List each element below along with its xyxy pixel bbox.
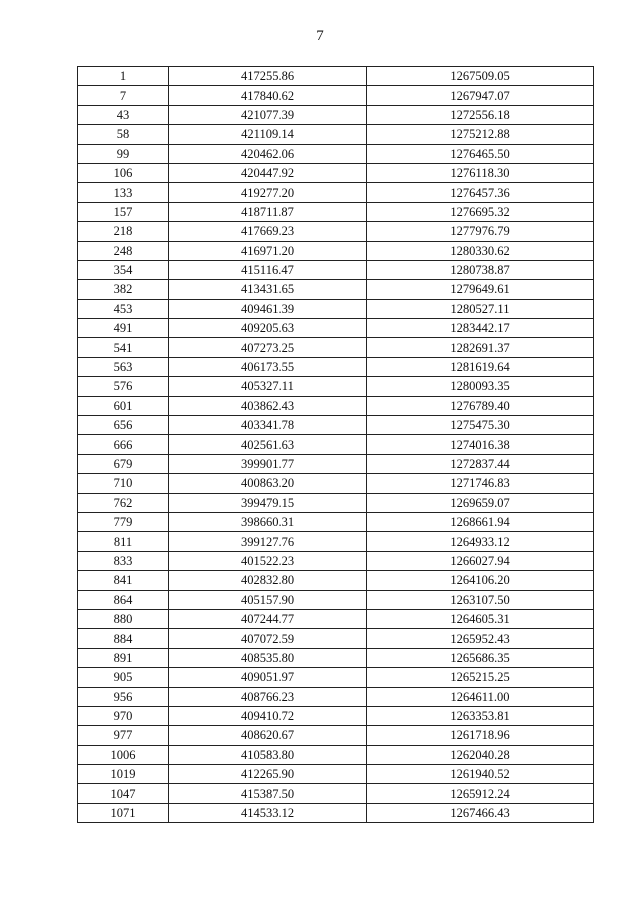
x-coordinate-cell: 409051.97	[169, 668, 367, 687]
x-coordinate-cell: 412265.90	[169, 765, 367, 784]
y-coordinate-cell: 1280330.62	[367, 241, 594, 260]
x-coordinate-cell: 402561.63	[169, 435, 367, 454]
y-coordinate-cell: 1264605.31	[367, 609, 594, 628]
x-coordinate-cell: 399901.77	[169, 454, 367, 473]
x-coordinate-cell: 416971.20	[169, 241, 367, 260]
table-row	[78, 629, 594, 648]
table-row	[78, 726, 594, 745]
x-coordinate-cell: 418711.87	[169, 202, 367, 221]
y-coordinate-cell: 1269659.07	[367, 493, 594, 512]
x-coordinate-cell: 420447.92	[169, 163, 367, 182]
x-coordinate-cell: 417255.86	[169, 67, 367, 86]
table-row	[78, 183, 594, 202]
table-row	[78, 280, 594, 299]
y-coordinate-cell: 1262040.28	[367, 745, 594, 764]
point-number-cell: 884	[78, 629, 169, 648]
point-number-cell: 1019	[78, 765, 169, 784]
x-coordinate-cell: 409205.63	[169, 319, 367, 338]
table-row	[78, 512, 594, 531]
point-number-cell: 779	[78, 512, 169, 531]
point-number-cell: 956	[78, 687, 169, 706]
x-coordinate-cell: 415116.47	[169, 260, 367, 279]
point-number-cell: 1047	[78, 784, 169, 803]
table-row	[78, 144, 594, 163]
point-number-cell: 905	[78, 668, 169, 687]
y-coordinate-cell: 1263107.50	[367, 590, 594, 609]
x-coordinate-cell: 408620.67	[169, 726, 367, 745]
point-number-cell: 7	[78, 86, 169, 105]
y-coordinate-cell: 1282691.37	[367, 338, 594, 357]
point-number-cell: 841	[78, 571, 169, 590]
y-coordinate-cell: 1268661.94	[367, 512, 594, 531]
table-body	[78, 67, 594, 823]
table-row	[78, 590, 594, 609]
point-number-cell: 666	[78, 435, 169, 454]
table-row	[78, 551, 594, 570]
x-coordinate-cell: 398660.31	[169, 512, 367, 531]
point-number-cell: 248	[78, 241, 169, 260]
table-row	[78, 338, 594, 357]
y-coordinate-cell: 1271746.83	[367, 474, 594, 493]
table-row	[78, 454, 594, 473]
table-row	[78, 648, 594, 667]
x-coordinate-cell: 409410.72	[169, 706, 367, 725]
x-coordinate-cell: 409461.39	[169, 299, 367, 318]
point-number-cell: 762	[78, 493, 169, 512]
x-coordinate-cell: 406173.55	[169, 357, 367, 376]
y-coordinate-cell: 1272556.18	[367, 105, 594, 124]
y-coordinate-cell: 1276457.36	[367, 183, 594, 202]
table-row	[78, 396, 594, 415]
point-number-cell: 43	[78, 105, 169, 124]
table-row	[78, 706, 594, 725]
table-row	[78, 571, 594, 590]
table-row	[78, 765, 594, 784]
y-coordinate-cell: 1265912.24	[367, 784, 594, 803]
point-number-cell: 218	[78, 222, 169, 241]
point-number-cell: 891	[78, 648, 169, 667]
y-coordinate-cell: 1281619.64	[367, 357, 594, 376]
y-coordinate-cell: 1266027.94	[367, 551, 594, 570]
page-number: 7	[316, 28, 324, 44]
table-row	[78, 86, 594, 105]
table-row	[78, 299, 594, 318]
y-coordinate-cell: 1283442.17	[367, 319, 594, 338]
point-number-cell: 157	[78, 202, 169, 221]
point-number-cell: 1006	[78, 745, 169, 764]
table-row	[78, 377, 594, 396]
x-coordinate-cell: 415387.50	[169, 784, 367, 803]
table-row	[78, 416, 594, 435]
x-coordinate-cell: 407072.59	[169, 629, 367, 648]
table-row	[78, 357, 594, 376]
point-number-cell: 811	[78, 532, 169, 551]
y-coordinate-cell: 1276465.50	[367, 144, 594, 163]
point-number-cell: 491	[78, 319, 169, 338]
x-coordinate-cell: 421109.14	[169, 125, 367, 144]
point-number-cell: 970	[78, 706, 169, 725]
point-number-cell: 1071	[78, 803, 169, 822]
table-row	[78, 319, 594, 338]
point-number-cell: 563	[78, 357, 169, 376]
point-number-cell: 601	[78, 396, 169, 415]
x-coordinate-cell: 419277.20	[169, 183, 367, 202]
y-coordinate-cell: 1265952.43	[367, 629, 594, 648]
y-coordinate-cell: 1279649.61	[367, 280, 594, 299]
x-coordinate-cell: 400863.20	[169, 474, 367, 493]
table-row	[78, 125, 594, 144]
y-coordinate-cell: 1272837.44	[367, 454, 594, 473]
point-number-cell: 833	[78, 551, 169, 570]
x-coordinate-cell: 399479.15	[169, 493, 367, 512]
point-number-cell: 679	[78, 454, 169, 473]
x-coordinate-cell: 420462.06	[169, 144, 367, 163]
y-coordinate-cell: 1267466.43	[367, 803, 594, 822]
x-coordinate-cell: 417840.62	[169, 86, 367, 105]
y-coordinate-cell: 1276789.40	[367, 396, 594, 415]
table-row	[78, 493, 594, 512]
y-coordinate-cell: 1276118.30	[367, 163, 594, 182]
table-row	[78, 202, 594, 221]
table-row	[78, 532, 594, 551]
x-coordinate-cell: 405157.90	[169, 590, 367, 609]
table-row	[78, 745, 594, 764]
point-number-cell: 382	[78, 280, 169, 299]
table-row	[78, 784, 594, 803]
y-coordinate-cell: 1265215.25	[367, 668, 594, 687]
y-coordinate-cell: 1264106.20	[367, 571, 594, 590]
point-number-cell: 58	[78, 125, 169, 144]
x-coordinate-cell: 401522.23	[169, 551, 367, 570]
x-coordinate-cell: 421077.39	[169, 105, 367, 124]
y-coordinate-cell: 1265686.35	[367, 648, 594, 667]
table-row	[78, 474, 594, 493]
table-row	[78, 803, 594, 822]
y-coordinate-cell: 1277976.79	[367, 222, 594, 241]
y-coordinate-cell: 1280738.87	[367, 260, 594, 279]
x-coordinate-cell: 403862.43	[169, 396, 367, 415]
x-coordinate-cell: 402832.80	[169, 571, 367, 590]
y-coordinate-cell: 1261940.52	[367, 765, 594, 784]
table-row	[78, 222, 594, 241]
point-number-cell: 576	[78, 377, 169, 396]
point-number-cell: 656	[78, 416, 169, 435]
table-row	[78, 163, 594, 182]
table-row	[78, 260, 594, 279]
table-row	[78, 668, 594, 687]
x-coordinate-cell: 403341.78	[169, 416, 367, 435]
table-row	[78, 241, 594, 260]
table-row	[78, 687, 594, 706]
x-coordinate-cell: 408535.80	[169, 648, 367, 667]
point-number-cell: 99	[78, 144, 169, 163]
x-coordinate-cell: 413431.65	[169, 280, 367, 299]
y-coordinate-cell: 1264611.00	[367, 687, 594, 706]
table-row	[78, 105, 594, 124]
x-coordinate-cell: 407244.77	[169, 609, 367, 628]
x-coordinate-cell: 407273.25	[169, 338, 367, 357]
y-coordinate-cell: 1276695.32	[367, 202, 594, 221]
y-coordinate-cell: 1264933.12	[367, 532, 594, 551]
point-number-cell: 133	[78, 183, 169, 202]
point-number-cell: 710	[78, 474, 169, 493]
table-row	[78, 435, 594, 454]
y-coordinate-cell: 1267947.07	[367, 86, 594, 105]
x-coordinate-cell: 414533.12	[169, 803, 367, 822]
x-coordinate-cell: 405327.11	[169, 377, 367, 396]
y-coordinate-cell: 1261718.96	[367, 726, 594, 745]
point-number-cell: 354	[78, 260, 169, 279]
x-coordinate-cell: 417669.23	[169, 222, 367, 241]
point-number-cell: 106	[78, 163, 169, 182]
point-number-cell: 977	[78, 726, 169, 745]
x-coordinate-cell: 410583.80	[169, 745, 367, 764]
x-coordinate-cell: 408766.23	[169, 687, 367, 706]
point-number-cell: 541	[78, 338, 169, 357]
y-coordinate-cell: 1267509.05	[367, 67, 594, 86]
point-number-cell: 864	[78, 590, 169, 609]
point-number-cell: 1	[78, 67, 169, 86]
table-row	[78, 67, 594, 86]
y-coordinate-cell: 1274016.38	[367, 435, 594, 454]
point-number-cell: 453	[78, 299, 169, 318]
point-number-cell: 880	[78, 609, 169, 628]
y-coordinate-cell: 1280527.11	[367, 299, 594, 318]
y-coordinate-cell: 1275475.30	[367, 416, 594, 435]
y-coordinate-cell: 1275212.88	[367, 125, 594, 144]
y-coordinate-cell: 1280093.35	[367, 377, 594, 396]
y-coordinate-cell: 1263353.81	[367, 706, 594, 725]
coordinates-table	[77, 66, 594, 823]
table-row	[78, 609, 594, 628]
x-coordinate-cell: 399127.76	[169, 532, 367, 551]
